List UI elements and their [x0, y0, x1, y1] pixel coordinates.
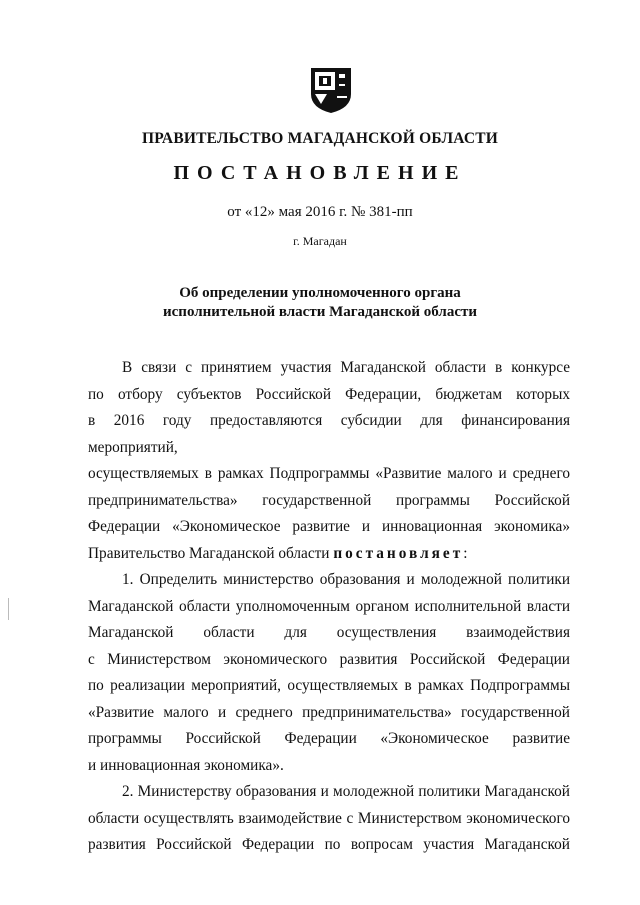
body-line: предпринимательства» государственной программы Российской — [88, 491, 570, 509]
decree-body — [88, 355, 570, 859]
body-line: по реализации мероприятий, осуществляемых в рамках Подпрограммы — [88, 677, 570, 694]
resolution-colon: : — [463, 544, 468, 562]
decree-subject — [0, 284, 640, 322]
subject-line: Об определении уполномоченного органа — [179, 285, 461, 301]
body-line: осуществляемых в рамках Подпрограммы «Развитие малого и среднего — [88, 465, 570, 482]
body-line: по отбору субъектов Российской Федерации, бюджетам которых — [88, 385, 570, 403]
decree-date-number: от «12» мая 2016 г. № 381-пп — [227, 204, 413, 220]
body-line: В связи с принятием участия Магаданской области в конкурсе — [122, 359, 570, 376]
body-line: с Министерством экономического развития Российской Федерации — [88, 650, 570, 668]
body-line: программы Российской Федерации «Экономическое развитие — [88, 730, 570, 747]
body-line: «Развитие малого и среднего предпринимательства» государственной — [88, 703, 570, 721]
body-line: 1. Определить министерство образования и молодежной политики — [122, 571, 570, 588]
body-line: Магаданской области для осуществления взаимодействия — [88, 624, 570, 641]
body-line: 2. Министерству образования и молодежной политики Магаданской — [122, 783, 570, 800]
body-line: Магаданской области уполномоченным органом исполнительной власти — [88, 597, 570, 615]
decree-city: г. Магадан — [293, 234, 347, 248]
body-line — [88, 541, 570, 568]
body-line: в 2016 году предоставляются субсидии для финансирования мероприятий, — [88, 412, 570, 456]
body-line: Федерации «Экономическое развитие и инновационная экономика» — [88, 518, 570, 535]
body-line: области осуществлять взаимодействие с Министерством экономического — [88, 809, 570, 827]
government-title: ПРАВИТЕЛЬСТВО МАГАДАНСКОЙ ОБЛАСТИ — [141, 130, 499, 147]
document-type-title: ПОСТАНОВЛЕНИЕ — [173, 162, 467, 184]
resolution-subject: Правительство Магаданской области — [88, 544, 330, 562]
body-line: и инновационная экономика». — [88, 756, 284, 774]
scan-margin-mark — [8, 598, 9, 620]
coat-of-arms-emblem-icon — [305, 64, 357, 114]
body-line: развития Российской Федерации по вопросам участия Магаданской — [88, 836, 570, 853]
subject-line: исполнительной власти Магаданской области — [163, 304, 477, 320]
resolution-keyword: постановляет — [333, 544, 464, 562]
